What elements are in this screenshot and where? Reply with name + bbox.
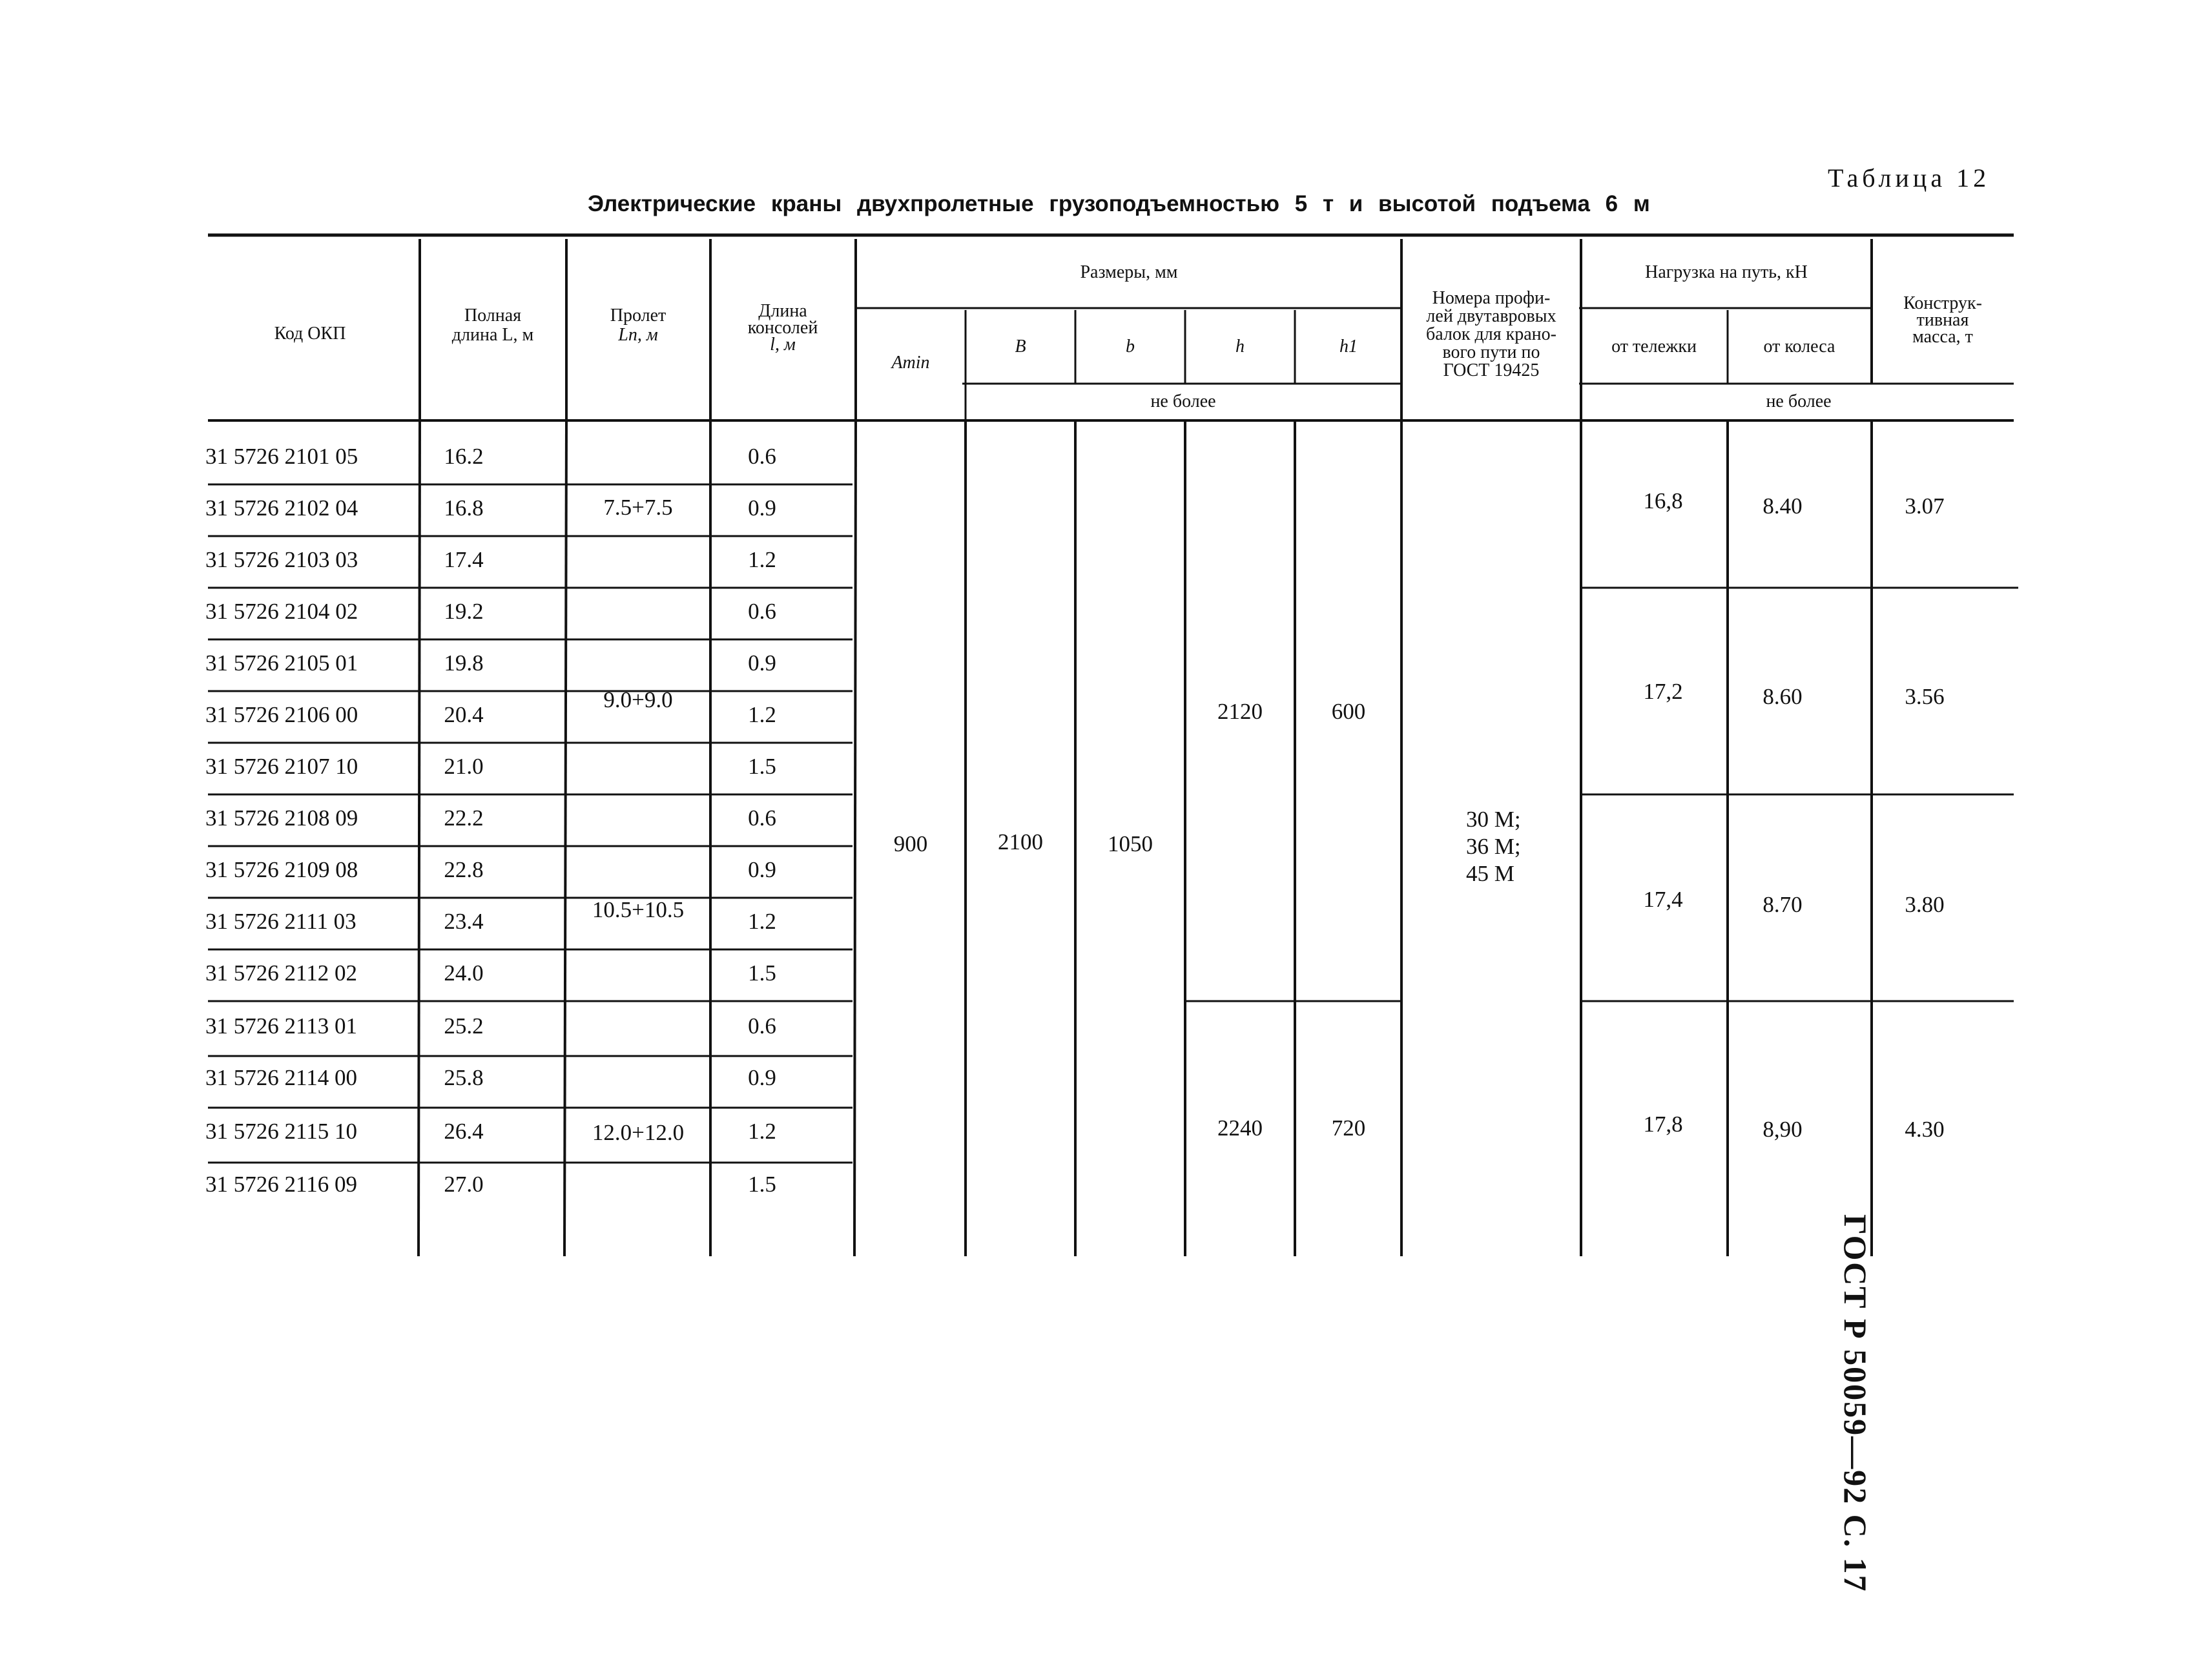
console-length-cell: 0.6: [748, 599, 776, 624]
mass-cell: 4.30: [1905, 1117, 1945, 1142]
console-length-cell: 1.2: [748, 1119, 776, 1144]
full-length-cell: 16.2: [444, 444, 484, 469]
h-value: 2120: [1217, 699, 1263, 724]
console-length-cell: 1.2: [748, 909, 776, 934]
console-length-cell: 0.6: [748, 805, 776, 831]
table-label: Таблица 12: [1828, 163, 1990, 192]
okp-code-cell: 31 5726 2106 00: [205, 702, 358, 727]
okp-code-cell: 31 5726 2105 01: [205, 650, 358, 676]
header-console-2: консолей: [747, 318, 818, 338]
okp-code-cell: 31 5726 2113 01: [205, 1013, 357, 1039]
load-wheel-cell: 8,90: [1762, 1117, 1803, 1142]
full-length-cell: 26.4: [444, 1119, 484, 1144]
table-header: [274, 262, 1982, 411]
header-profile-4: вого пути по: [1442, 342, 1540, 362]
table-rules: [208, 235, 2018, 1256]
console-length-cell: 0.9: [748, 857, 776, 882]
header-h: h: [1235, 337, 1245, 357]
console-length-cell: 1.2: [748, 547, 776, 572]
okp-code-cell: 31 5726 2108 09: [205, 805, 358, 831]
console-length-cell: 1.2: [748, 702, 776, 727]
okp-code-cell: 31 5726 2101 05: [205, 444, 358, 469]
okp-code-cell: 31 5726 2116 09: [205, 1172, 357, 1197]
load-wheel-cell: 8.70: [1762, 892, 1803, 917]
header-full-length-1: Полная: [464, 306, 522, 326]
header-profile-3: балок для крано-: [1426, 324, 1556, 344]
full-length-cell: 24.0: [444, 960, 484, 986]
okp-code-cell: 31 5726 2107 10: [205, 754, 358, 779]
profile-value: 45 М: [1466, 861, 1514, 886]
profile-value: 36 М;: [1466, 834, 1521, 859]
header-a-min: Amin: [891, 353, 930, 373]
load-trolley-cell: 17,2: [1643, 679, 1683, 704]
okp-code-cell: 31 5726 2104 02: [205, 599, 358, 624]
header-b: b: [1126, 337, 1135, 357]
span-cell: 10.5+10.5: [592, 897, 685, 922]
console-length-cell: 0.9: [748, 1065, 776, 1090]
header-not-more-2: не более: [1766, 391, 1832, 411]
header-mass-2: тивная: [1916, 310, 1969, 330]
header-not-more: не более: [1150, 391, 1216, 411]
h-value: 2240: [1217, 1115, 1263, 1141]
okp-code-cell: 31 5726 2115 10: [205, 1119, 357, 1144]
full-length-cell: 22.2: [444, 805, 484, 831]
full-length-cell: 27.0: [444, 1172, 484, 1197]
load-wheel-cell: 8.40: [1762, 493, 1803, 519]
console-length-cell: 1.5: [748, 960, 776, 986]
console-length-cell: 1.5: [748, 754, 776, 779]
full-length-cell: 19.2: [444, 599, 484, 624]
h1-value: 600: [1331, 699, 1366, 724]
mass-cell: 3.56: [1905, 684, 1945, 709]
full-length-cell: 22.8: [444, 857, 484, 882]
console-length-cell: 0.9: [748, 495, 776, 521]
load-trolley-cell: 17,4: [1643, 887, 1683, 912]
full-length-cell: 23.4: [444, 909, 484, 934]
load-trolley-cell: 16,8: [1643, 488, 1683, 513]
a-min-value: 900: [893, 831, 928, 856]
mass-cell: 3.07: [1905, 493, 1945, 519]
okp-code-cell: 31 5726 2102 04: [205, 495, 358, 521]
header-code: Код ОКП: [274, 324, 346, 344]
table-title: Электрические краны двухпролетные грузоподъемностью 5 т и высотой подъема 6 м: [588, 191, 1650, 216]
load-trolley-cell: 17,8: [1643, 1112, 1683, 1137]
full-length-cell: 21.0: [444, 754, 484, 779]
header-profile-1: Номера профи-: [1432, 288, 1551, 308]
full-length-cell: 17.4: [444, 547, 484, 572]
table-body: [205, 444, 776, 1197]
console-length-cell: 0.9: [748, 650, 776, 676]
profile-value: 30 М;: [1466, 807, 1521, 832]
span-cell: 7.5+7.5: [603, 495, 673, 520]
header-console-3: l, м: [770, 335, 796, 355]
header-sizes: Размеры, мм: [1080, 262, 1178, 282]
okp-code-cell: 31 5726 2112 02: [205, 960, 357, 986]
header-load: Нагрузка на путь, кН: [1645, 262, 1808, 282]
header-mass-1: Конструк-: [1903, 293, 1982, 313]
span-cell: 12.0+12.0: [592, 1120, 685, 1145]
console-length-cell: 0.6: [748, 444, 776, 469]
header-span-2: Lп, м: [618, 325, 658, 345]
full-length-cell: 20.4: [444, 702, 484, 727]
okp-code-cell: 31 5726 2109 08: [205, 857, 358, 882]
full-length-cell: 19.8: [444, 650, 484, 676]
B-value: 2100: [998, 829, 1043, 855]
header-from-trolley: от тележки: [1611, 337, 1697, 357]
header-profile-5: ГОСТ 19425: [1443, 360, 1540, 380]
header-h1: h1: [1339, 337, 1358, 357]
load-cells: [1643, 488, 1944, 1142]
mass-cell: 3.80: [1905, 892, 1945, 917]
full-length-cell: 25.8: [444, 1065, 484, 1090]
gost-designation: ГОСТ Р 50059—92 С. 17: [1837, 1214, 1874, 1593]
header-profile-2: лей двутавровых: [1426, 306, 1556, 326]
header-from-wheel: от колеса: [1763, 337, 1835, 357]
full-length-cell: 25.2: [444, 1013, 484, 1039]
header-B: B: [1015, 337, 1026, 357]
okp-code-cell: 31 5726 2114 00: [205, 1065, 357, 1090]
console-length-cell: 0.6: [748, 1013, 776, 1039]
merged-cells: [592, 495, 1521, 1145]
header-span-1: Пролет: [610, 306, 667, 326]
okp-code-cell: 31 5726 2111 03: [205, 909, 357, 934]
header-mass-3: масса, т: [1912, 327, 1973, 347]
console-length-cell: 1.5: [748, 1172, 776, 1197]
full-length-cell: 16.8: [444, 495, 484, 521]
load-wheel-cell: 8.60: [1762, 684, 1803, 709]
span-cell: 9.0+9.0: [603, 687, 673, 712]
header-console-1: Длина: [758, 301, 807, 321]
okp-code-cell: 31 5726 2103 03: [205, 547, 358, 572]
h1-value: 720: [1331, 1115, 1366, 1141]
header-full-length-2: длина L, м: [451, 325, 534, 345]
b-value: 1050: [1108, 831, 1153, 856]
